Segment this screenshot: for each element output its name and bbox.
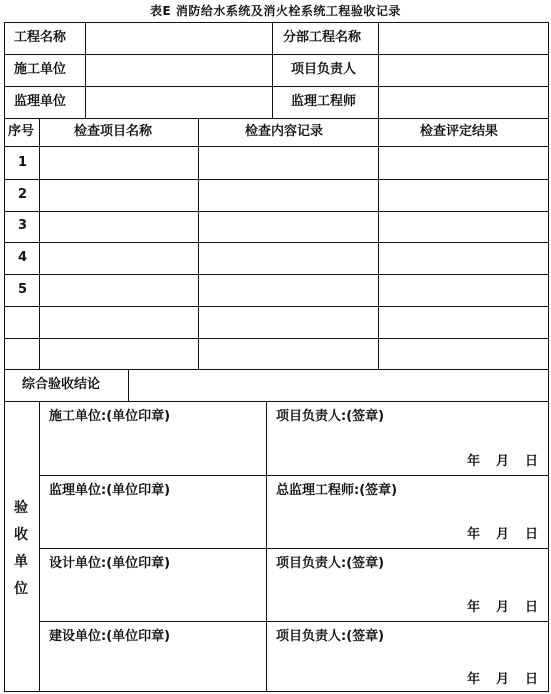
rule [39, 621, 549, 622]
date-month: 月 [496, 672, 510, 687]
rule [4, 401, 549, 402]
row-number: 3 [18, 218, 28, 233]
row-number: 1 [18, 155, 28, 170]
rule [4, 274, 549, 275]
conclusion-label: 综合验收结论 [22, 377, 101, 392]
date-day: 日 [525, 454, 539, 469]
rule [378, 118, 379, 369]
acceptance-side-char: 收 [14, 527, 28, 543]
date-day: 日 [525, 527, 539, 542]
rule [85, 22, 86, 118]
column-header-item: 检查项目名称 [74, 124, 153, 139]
rule [4, 242, 549, 243]
date-day: 日 [525, 600, 539, 615]
supervising-engineer-label: 监理工程师 [291, 94, 357, 109]
column-header-result: 检查评定结果 [420, 124, 499, 139]
acceptance-side-char: 位 [14, 581, 28, 597]
project-manager-label: 项目负责人 [291, 62, 357, 77]
rule [39, 401, 40, 692]
rule [4, 146, 549, 147]
date-month: 月 [496, 600, 510, 615]
rule [272, 22, 273, 118]
rule [128, 369, 129, 401]
date-year: 年 [467, 600, 481, 615]
row-number: 5 [18, 282, 28, 297]
column-header-index: 序号 [8, 124, 35, 139]
form-frame [4, 22, 549, 692]
row-number: 2 [18, 187, 28, 202]
form-title: 表E 消防给水系统及消火栓系统工程验收记录 [150, 4, 401, 18]
date-year: 年 [467, 454, 481, 469]
date-year: 年 [467, 672, 481, 687]
date-year: 年 [467, 527, 481, 542]
acceptance-side-char: 验 [14, 500, 28, 516]
row-number: 4 [18, 250, 28, 265]
sub-project-label: 分部工程名称 [283, 30, 362, 45]
rule [4, 369, 549, 370]
rule [4, 306, 549, 307]
project-name-label: 工程名称 [14, 30, 67, 45]
rule [4, 179, 549, 180]
rule [39, 548, 549, 549]
design-signer: 项目负责人:(签章) [276, 556, 385, 571]
chief-supervisor-signer: 总监理工程师:(签章) [276, 483, 398, 498]
design-unit-seal: 设计单位:(单位印章) [49, 556, 171, 571]
column-header-record: 检查内容记录 [245, 124, 324, 139]
construction-signer: 项目负责人:(签章) [276, 409, 385, 424]
rule [4, 211, 549, 212]
rule [39, 475, 549, 476]
supervision-unit-label: 监理单位 [14, 94, 67, 109]
rule [39, 118, 40, 369]
date-month: 月 [496, 454, 510, 469]
date-day: 日 [525, 672, 539, 687]
rule [266, 401, 267, 692]
owner-unit-seal: 建设单位:(单位印章) [49, 629, 171, 644]
rule [4, 338, 549, 339]
construction-unit-label: 施工单位 [14, 62, 67, 77]
date-month: 月 [496, 527, 510, 542]
supervision-unit-seal: 监理单位:(单位印章) [49, 483, 171, 498]
owner-signer: 项目负责人:(签章) [276, 629, 385, 644]
rule [198, 118, 199, 369]
rule [378, 22, 379, 118]
acceptance-side-char: 单 [14, 554, 28, 570]
construction-unit-seal: 施工单位:(单位印章) [49, 409, 171, 424]
rule [4, 118, 549, 119]
